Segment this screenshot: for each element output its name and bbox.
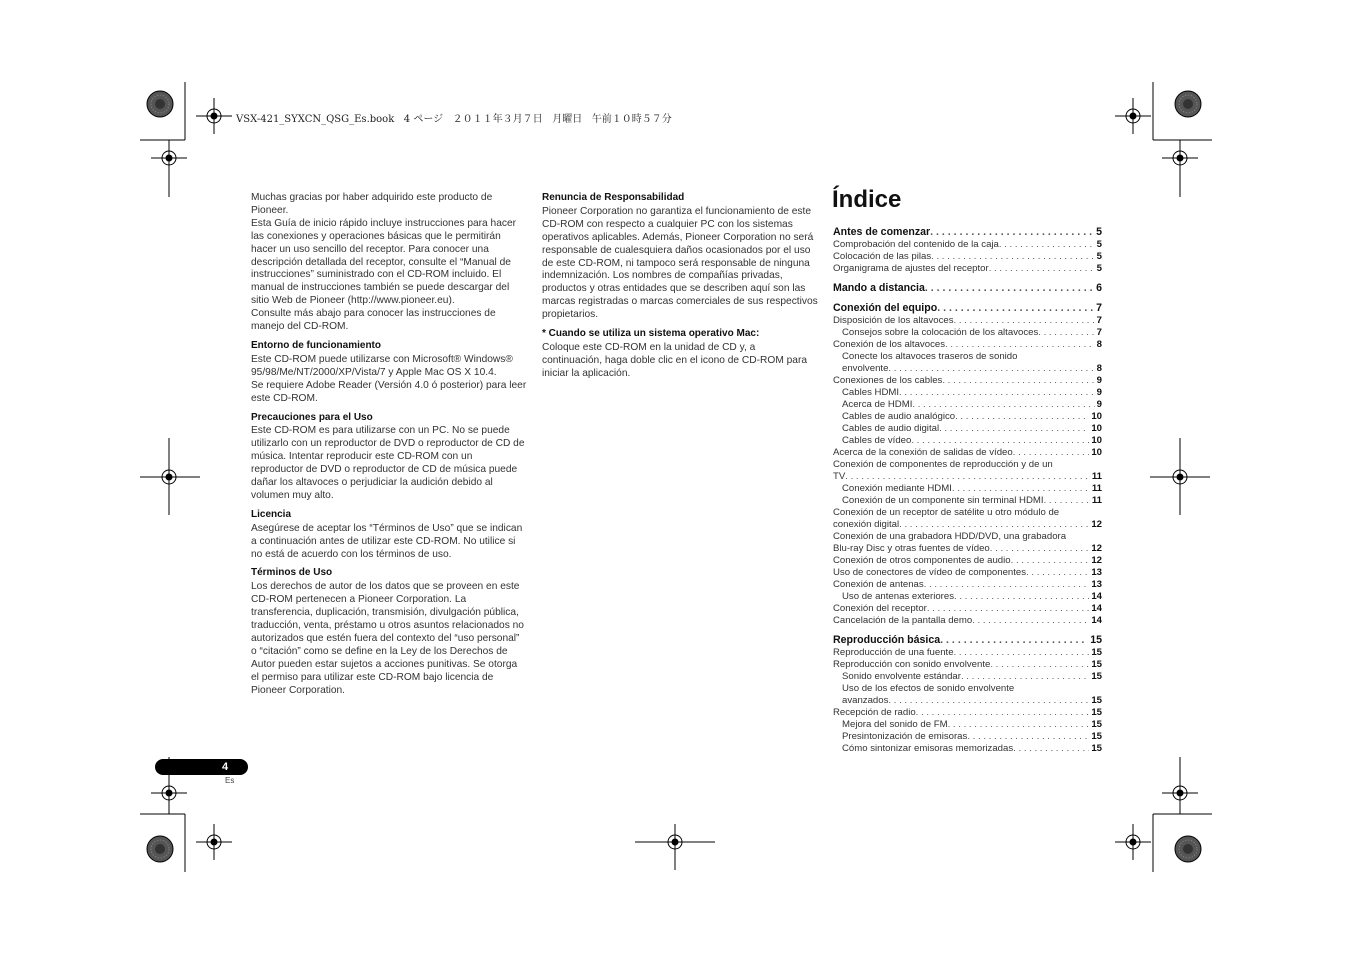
toc-page-number: 5 [1096, 226, 1102, 238]
toc-entry[interactable] [833, 743, 1102, 755]
toc-entry-title: Recepción de radio [833, 707, 916, 718]
toc-entry-title: Conexión mediante HDMI [842, 483, 952, 494]
toc-entry-title: Conexión de un componente sin terminal HDMI [842, 495, 1044, 506]
table-of-contents [833, 226, 1102, 755]
toc-entry-title: Antes de comenzar [833, 226, 931, 238]
toc-entry-continuation: Conexión de una grabadora HDD/DVD, una grabadora [833, 531, 1067, 542]
toc-dot-leader [888, 695, 1089, 707]
toc-entry[interactable] [833, 435, 1102, 447]
crosshair-icon [1162, 775, 1198, 811]
page-number-tab [155, 759, 248, 775]
toc-dot-leader [967, 731, 1089, 743]
intro-paragraph: Esta Guía de inicio rápido incluye instrucciones para hacer las conexiones y operaciones básicas que le permitirán hacer un uso sencillo del receptor. Para conocer una descripción detallada del receptor, consulte el “Manual de instrucciones” suministrado con el CD-ROM incluido. El manual de instrucciones también se puede descargar del sitio Web de Pioneer (http://www.pioneer.eu). [251, 217, 517, 307]
toc-dot-leader [937, 302, 1094, 315]
toc-dot-leader [940, 634, 1088, 647]
toc-page-number: 11 [1091, 471, 1102, 482]
intro-paragraph: Consulte más abajo para conocer las instrucciones de manejo del CD-ROM. [251, 308, 496, 333]
toc-page-number: 15 [1091, 707, 1102, 718]
toc-page-number: 10 [1091, 411, 1102, 422]
book-header: VSX-421_SYXCN_QSG_Es.book 4 ページ ２０１１年３月７日 月曜日 午前１０時５７分 [236, 114, 672, 125]
toc-page-number: 7 [1096, 327, 1102, 338]
toc-entry-continuation: Conexión de un receptor de satélite u otro módulo de [833, 507, 1060, 518]
toc-page-number: 15 [1091, 731, 1102, 742]
crosshair-icon [1115, 824, 1151, 860]
crosshair-icon [151, 775, 187, 811]
toc-chapter-entry[interactable] [833, 282, 1102, 295]
toc-entry-title: Cables de audio digital [842, 423, 940, 434]
middle-column [542, 192, 818, 381]
toc-entry-title: Conexión de los altavoces [833, 339, 945, 350]
toc-entry-title: Acerca de HDMI [842, 399, 913, 410]
toc-dot-leader [1013, 743, 1089, 755]
toc-entry[interactable] [833, 591, 1102, 603]
toc-entry[interactable] [833, 411, 1102, 423]
toc-page-number: 10 [1091, 423, 1102, 434]
crosshair-icon [1115, 98, 1151, 134]
toc-entry[interactable] [833, 519, 1102, 531]
toc-page-number: 7 [1096, 315, 1102, 326]
toc-page-number: 9 [1096, 375, 1102, 386]
registration-disc-icon [147, 836, 173, 862]
toc-entry-title: Comprobación del contenido de la caja [833, 239, 999, 250]
toc-dot-leader [1038, 327, 1094, 339]
crosshair-icon [151, 140, 187, 176]
toc-entry[interactable] [833, 615, 1102, 627]
toc-page-number: 8 [1096, 363, 1102, 374]
toc-page-number: 10 [1091, 435, 1102, 446]
toc-page-number: 15 [1091, 659, 1102, 670]
toc-entry[interactable] [833, 263, 1102, 275]
toc-entry[interactable] [833, 315, 1102, 327]
toc-entry[interactable] [833, 423, 1102, 435]
toc-entry-title: Acerca de la conexión de salidas de vídeo [833, 447, 1013, 458]
section-heading: Licencia [251, 508, 292, 520]
toc-entry-title: Cables de audio analógico [842, 411, 956, 422]
toc-page-number: 13 [1091, 567, 1102, 578]
toc-entry-title: Colocación de las pilas [833, 251, 932, 262]
crosshair-icon [196, 824, 232, 860]
page-language: Es [225, 776, 235, 785]
toc-dot-leader [954, 647, 1090, 659]
toc-dot-leader [952, 483, 1090, 495]
registration-disc-icon [147, 91, 173, 117]
toc-entry[interactable] [833, 659, 1102, 671]
toc-chapter-entry[interactable] [833, 634, 1102, 647]
toc-entry-title: Conexión de otros componentes de audio [833, 555, 1011, 566]
toc-page-number: 13 [1091, 579, 1102, 590]
toc-entry[interactable] [833, 375, 1102, 387]
section-paragraph: Este CD-ROM puede utilizarse con Microsoft® Windows® 95/98/Me/NT/2000/XP/Vista/7 y Apple Mac OS X 10.4. [251, 353, 513, 378]
toc-dot-leader [899, 387, 1095, 399]
toc-dot-leader [990, 659, 1089, 671]
toc-entry-title: Conexión de antenas [833, 579, 924, 590]
toc-entry-title: Reproducción básica [833, 634, 941, 646]
toc-dot-leader [925, 282, 1094, 295]
section-heading: Renuncia de Responsabilidad [542, 192, 685, 203]
toc-entry-title: Reproducción con sonido envolvente [833, 659, 991, 670]
section-paragraph: Los derechos de autor de los datos que se proveen en este CD-ROM pertenecen a Pioneer Corporation. La transferencia, duplicación, transmisión, divulgación pública, traducción, venta, préstamo u otros asuntos relacionados no autorizados que estén fuera del contexto del “uso personal” o “citación” como se define en la Ley de los Derechos de Autor pueden estar sujetos a acciones punitivas. Se otorga el permiso para utilizar este CD-ROM bajo licencia de Pioneer Corporation. [251, 581, 524, 696]
toc-entry[interactable] [833, 731, 1102, 743]
registration-disc-icon [1175, 836, 1201, 862]
toc-page-number: 8 [1096, 339, 1102, 350]
toc-entry-title: TV [833, 471, 846, 482]
toc-entry[interactable] [833, 327, 1102, 339]
toc-dot-leader [942, 375, 1094, 387]
toc-chapter-entry[interactable] [833, 226, 1102, 239]
toc-dot-leader [1013, 447, 1090, 459]
toc-entry-title: Uso de conectores de vídeo de componentes [833, 567, 1027, 578]
toc-entry-title: Cancelación de la pantalla demo [833, 615, 973, 626]
toc-entry[interactable] [833, 579, 1102, 591]
left-column [251, 192, 527, 698]
section-paragraph: Asegúrese de aceptar los “Términos de Uso” que se indican a continuación antes de utilizar este CD-ROM. No utilice si no está de acuerdo con los términos de uso. [251, 522, 523, 560]
toc-page-number: 15 [1091, 743, 1102, 754]
toc-dot-leader [999, 239, 1095, 251]
toc-entry[interactable] [833, 695, 1102, 707]
toc-page-number: 15 [1091, 695, 1102, 706]
toc-entry-title: Blu-ray Disc y otras fuentes de vídeo [833, 543, 990, 554]
toc-page-number: 5 [1096, 239, 1102, 250]
crosshair-icon [196, 98, 232, 134]
toc-entry[interactable] [833, 483, 1102, 495]
intro-paragraph: Muchas gracias por haber adquirido este producto de Pioneer. [251, 192, 493, 216]
toc-entry-title: Mejora del sonido de FM [842, 719, 948, 730]
section-heading: Términos de Uso [251, 567, 333, 579]
toc-dot-leader [899, 519, 1089, 531]
toc-page-number: 15 [1090, 634, 1102, 646]
section-heading: Precauciones para el Uso [251, 411, 373, 423]
section-heading: * Cuando se utiliza un sistema operativo Mac: [542, 328, 760, 340]
toc-entry-continuation: Uso de los efectos de sonido envolvente [842, 683, 1015, 694]
toc-page-number: 7 [1096, 302, 1102, 314]
toc-entry[interactable] [833, 239, 1102, 251]
toc-page-number: 6 [1096, 282, 1102, 294]
toc-page-number: 15 [1091, 671, 1102, 682]
toc-dot-leader [916, 707, 1090, 719]
toc-dot-leader [1044, 495, 1090, 507]
toc-entry-title: avanzados [842, 695, 889, 706]
toc-dot-leader [955, 411, 1089, 423]
toc-dot-leader [930, 226, 1094, 239]
toc-page-number: 9 [1096, 387, 1102, 398]
toc-page-number: 5 [1096, 263, 1102, 274]
toc-entry[interactable] [833, 471, 1102, 483]
section-paragraph: Este CD-ROM es para utilizarse con un PC. No se puede utilizarlo con un reproductor de DVD o reproductor de CD de música. Intentar reproducir este CD-ROM con un reproductor de DVD o reproductor de CD de música puede dañar los altavoces o perjudiciar la audición debido al volumen muy alto. [251, 425, 525, 501]
toc-entry[interactable] [833, 543, 1102, 555]
toc-dot-leader [924, 579, 1090, 591]
toc-entry-title: Cómo sintonizar emisoras memorizadas [842, 743, 1014, 754]
section-paragraph: Se requiere Adobe Reader (Versión 4.0 ó posterior) para leer este CD-ROM. [251, 379, 527, 404]
toc-entry[interactable] [833, 719, 1102, 731]
toc-entry-title: conexión digital [833, 519, 900, 530]
toc-dot-leader [939, 423, 1089, 435]
toc-entry-title: Uso de antenas exteriores [842, 591, 954, 602]
toc-entry-continuation: Conecte los altavoces traseros de sonido [842, 351, 1018, 362]
section-paragraph: Coloque este CD-ROM en la unidad de CD y, a continuación, haga doble clic en el icono de CD-ROM para iniciar la aplicación. [542, 341, 808, 379]
toc-entry-title: Conexiones de los cables [833, 375, 943, 386]
toc-entry-continuation: Conexión de componentes de reproducción y de un [833, 459, 1053, 470]
toc-entry[interactable] [833, 387, 1102, 399]
toc-dot-leader [948, 719, 1090, 731]
toc-page-number: 15 [1091, 647, 1102, 658]
toc-dot-leader [990, 543, 1090, 555]
toc-entry-title: Consejos sobre la colocación de los altavoces [842, 327, 1039, 338]
toc-dot-leader [845, 471, 1090, 483]
toc-dot-leader [888, 363, 1094, 375]
index-title: Índice [832, 186, 902, 213]
toc-entry-title: Reproducción de una fuente [833, 647, 954, 658]
toc-entry[interactable] [833, 707, 1102, 719]
toc-entry[interactable] [833, 399, 1102, 411]
toc-dot-leader [945, 339, 1095, 351]
toc-page-number: 12 [1091, 519, 1102, 530]
toc-entry[interactable] [833, 647, 1102, 659]
toc-entry[interactable] [833, 671, 1102, 683]
toc-page-number: 14 [1091, 603, 1102, 614]
toc-entry-title: Cables de vídeo [842, 435, 912, 446]
toc-entry-title: Presintonización de emisoras [842, 731, 968, 742]
crosshair-icon [1162, 140, 1198, 176]
toc-entry-title: envolvente [842, 363, 889, 374]
toc-dot-leader [961, 671, 1089, 683]
toc-entry-title: Organigrama de ajustes del receptor [833, 263, 989, 274]
toc-page-number: 14 [1091, 591, 1102, 602]
page-number: 4 [222, 761, 229, 773]
toc-page-number: 5 [1096, 251, 1102, 262]
toc-page-number: 11 [1091, 495, 1102, 506]
toc-entry-title: Disposición de los altavoces [833, 315, 954, 326]
toc-entry[interactable] [833, 555, 1102, 567]
toc-dot-leader [912, 399, 1094, 411]
toc-entry-title: Cables HDMI [842, 387, 900, 398]
toc-entry[interactable] [833, 603, 1102, 615]
toc-entry[interactable] [833, 339, 1102, 351]
toc-chapter-entry[interactable] [833, 302, 1102, 315]
toc-entry[interactable] [833, 447, 1102, 459]
toc-dot-leader [911, 435, 1089, 447]
toc-page-number: 12 [1091, 543, 1102, 554]
toc-dot-leader [931, 251, 1095, 263]
toc-entry[interactable] [833, 495, 1102, 507]
toc-page-number: 15 [1091, 719, 1102, 730]
section-paragraph: Pioneer Corporation no garantiza el funcionamiento de este CD-ROM con respecto a cualquier PC con los sistemas operativos aplicables. Además, Pioneer Corporation no será responsable de cualesquiera daños ocasionados por el uso de este CD-ROM, ni tampoco será responsable de ninguna indemnización. Los nombres de compañías privadas, productos y otras entidades que se describen aquí son las marcas registradas o marcas comerciales de sus respectivos propietarios. [542, 205, 818, 321]
registration-disc-icon [1175, 91, 1201, 117]
toc-entry-title: Conexión del receptor [833, 603, 927, 614]
toc-entry[interactable] [833, 251, 1102, 263]
toc-page-number: 9 [1096, 399, 1102, 410]
toc-dot-leader [1026, 567, 1089, 579]
toc-entry-title: Mando a distancia [833, 282, 925, 294]
toc-dot-leader [1011, 555, 1090, 567]
toc-page-number: 14 [1091, 615, 1102, 626]
toc-dot-leader [972, 615, 1089, 627]
toc-dot-leader [954, 315, 1095, 327]
toc-page-number: 12 [1091, 555, 1102, 566]
toc-page-number: 10 [1091, 447, 1102, 458]
toc-entry-title: Conexión del equipo [833, 302, 938, 314]
toc-entry[interactable] [833, 567, 1102, 579]
toc-entry[interactable] [833, 363, 1102, 375]
toc-entry-title: Sonido envolvente estándar [842, 671, 961, 682]
toc-dot-leader [989, 263, 1095, 275]
toc-dot-leader [927, 603, 1089, 615]
toc-page-number: 11 [1091, 483, 1102, 494]
section-heading: Entorno de funcionamiento [251, 339, 381, 351]
toc-dot-leader [954, 591, 1089, 603]
